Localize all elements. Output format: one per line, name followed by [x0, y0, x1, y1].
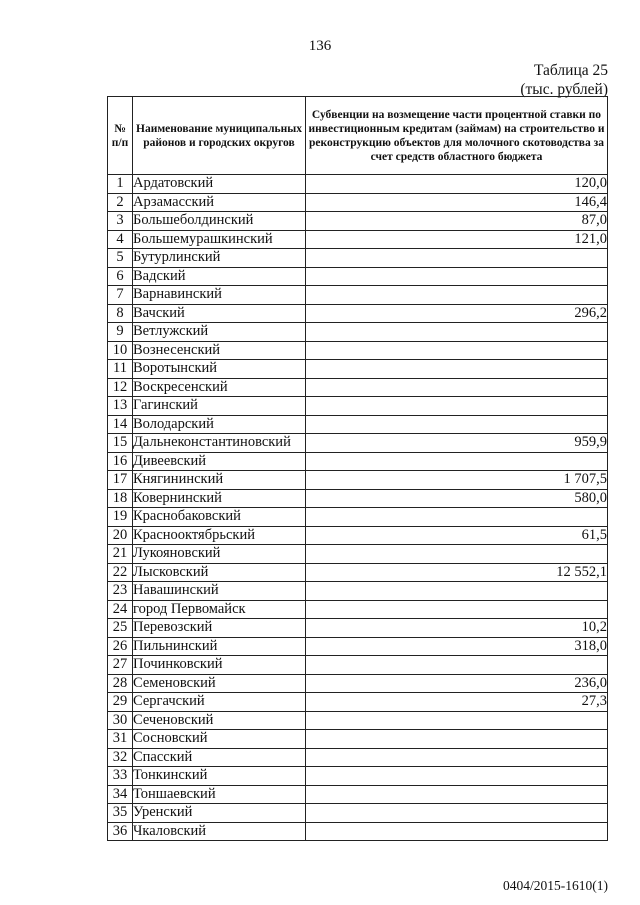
municipality-name-cell: Тоншаевский — [133, 785, 306, 804]
municipality-name-cell: Семеновский — [133, 674, 306, 693]
subsidy-value-cell: 10,2 — [306, 619, 608, 638]
table-row — [108, 212, 608, 231]
table-row — [108, 341, 608, 360]
municipality-name-cell: Сергачский — [133, 693, 306, 712]
row-number-cell: 8 — [108, 304, 133, 323]
municipality-name-cell: Вачский — [133, 304, 306, 323]
row-number-cell: 18 — [108, 489, 133, 508]
subsidy-value-cell — [306, 804, 608, 823]
municipality-name-cell: Дивеевский — [133, 452, 306, 471]
subsidy-value-cell: 87,0 — [306, 212, 608, 231]
row-number-cell: 9 — [108, 323, 133, 342]
table-row — [108, 600, 608, 619]
municipality-name-cell: Вадский — [133, 267, 306, 286]
table-row — [108, 267, 608, 286]
subsidy-value-cell — [306, 267, 608, 286]
subsidy-value-cell — [306, 397, 608, 416]
row-number-cell: 12 — [108, 378, 133, 397]
municipality-name-cell: Варнавинский — [133, 286, 306, 305]
municipality-name-cell: Сеченовский — [133, 711, 306, 730]
subsidy-value-cell — [306, 767, 608, 786]
table-row — [108, 526, 608, 545]
municipality-name-cell: Уренский — [133, 804, 306, 823]
row-number-cell: 1 — [108, 175, 133, 194]
subsidy-value-cell — [306, 822, 608, 841]
subsidy-value-cell: 296,2 — [306, 304, 608, 323]
subsidy-value-cell — [306, 378, 608, 397]
table-title: Таблица 25 — [533, 62, 608, 79]
table-body — [108, 175, 608, 841]
document-code: 0404/2015-1610(1) — [503, 878, 608, 893]
row-number-cell: 10 — [108, 341, 133, 360]
row-number-cell: 5 — [108, 249, 133, 268]
table-row — [108, 397, 608, 416]
row-number-cell: 35 — [108, 804, 133, 823]
municipality-name-cell: Воскресенский — [133, 378, 306, 397]
municipality-name-cell: Ковернинский — [133, 489, 306, 508]
row-number-cell: 36 — [108, 822, 133, 841]
municipality-name-cell: Гагинский — [133, 397, 306, 416]
table-row — [108, 582, 608, 601]
subsidy-value-cell — [306, 249, 608, 268]
row-number-cell: 4 — [108, 230, 133, 249]
table-row — [108, 452, 608, 471]
page-number: 136 — [308, 38, 332, 54]
municipality-name-cell: Княгининский — [133, 471, 306, 490]
row-number-cell: 3 — [108, 212, 133, 231]
table-row — [108, 767, 608, 786]
table-row — [108, 434, 608, 453]
municipality-name-cell: Воротынский — [133, 360, 306, 379]
row-number-cell: 13 — [108, 397, 133, 416]
table-row — [108, 378, 608, 397]
table-row — [108, 323, 608, 342]
table-header-row — [108, 97, 608, 175]
row-number-cell: 16 — [108, 452, 133, 471]
subsidy-value-cell — [306, 600, 608, 619]
row-number-cell: 15 — [108, 434, 133, 453]
municipality-name-cell: Краснобаковский — [133, 508, 306, 527]
row-number-cell: 14 — [108, 415, 133, 434]
table-row — [108, 711, 608, 730]
header-municipality: Наименование муниципальных районов и городских округов — [133, 97, 306, 175]
municipality-name-cell: Большемурашкинский — [133, 230, 306, 249]
row-number-cell: 22 — [108, 563, 133, 582]
municipality-name-cell: Пильнинский — [133, 637, 306, 656]
municipality-name-cell: Лукояновский — [133, 545, 306, 564]
table-row — [108, 175, 608, 194]
table-row — [108, 286, 608, 305]
subsidy-table — [107, 96, 608, 841]
subsidy-value-cell — [306, 785, 608, 804]
table-row — [108, 619, 608, 638]
table-row — [108, 489, 608, 508]
table-row — [108, 249, 608, 268]
row-number-cell: 17 — [108, 471, 133, 490]
table-row — [108, 748, 608, 767]
row-number-cell: 2 — [108, 193, 133, 212]
municipality-name-cell: Арзамасский — [133, 193, 306, 212]
subsidy-value-cell — [306, 323, 608, 342]
municipality-name-cell: Навашинский — [133, 582, 306, 601]
table-row — [108, 656, 608, 675]
municipality-name-cell: Володарский — [133, 415, 306, 434]
municipality-name-cell: Спасский — [133, 748, 306, 767]
row-number-cell: 26 — [108, 637, 133, 656]
table-row — [108, 193, 608, 212]
municipality-name-cell: Вознесенский — [133, 341, 306, 360]
subsidy-value-cell: 580,0 — [306, 489, 608, 508]
table-row — [108, 360, 608, 379]
table-caption — [520, 61, 608, 99]
table-row — [108, 545, 608, 564]
table-unit: (тыс. рублей) — [520, 81, 608, 98]
table-row — [108, 693, 608, 712]
subsidy-value-cell: 236,0 — [306, 674, 608, 693]
subsidy-value-cell — [306, 730, 608, 749]
header-subsidy: Субвенции на возмещение части процентной ставки по инвестиционным кредитам (займам) на строительство и реконструкцию объектов для молочного скотоводства за счет средств областного бюджета — [306, 97, 608, 175]
row-number-cell: 31 — [108, 730, 133, 749]
subsidy-value-cell — [306, 711, 608, 730]
subsidy-value-cell: 61,5 — [306, 526, 608, 545]
subsidy-value-cell — [306, 545, 608, 564]
municipality-name-cell: Бутурлинский — [133, 249, 306, 268]
subsidy-value-cell — [306, 582, 608, 601]
row-number-cell: 34 — [108, 785, 133, 804]
subsidy-value-cell — [306, 508, 608, 527]
table-row — [108, 785, 608, 804]
subsidy-value-cell: 959,9 — [306, 434, 608, 453]
row-number-cell: 33 — [108, 767, 133, 786]
row-number-cell: 19 — [108, 508, 133, 527]
municipality-name-cell: Лысковский — [133, 563, 306, 582]
table-row — [108, 508, 608, 527]
table-row — [108, 471, 608, 490]
subsidy-value-cell: 27,3 — [306, 693, 608, 712]
row-number-cell: 20 — [108, 526, 133, 545]
row-number-cell: 23 — [108, 582, 133, 601]
row-number-cell: 24 — [108, 600, 133, 619]
row-number-cell: 11 — [108, 360, 133, 379]
subsidy-value-cell: 12 552,1 — [306, 563, 608, 582]
header-number: № п/п — [108, 97, 133, 175]
municipality-name-cell: Ветлужский — [133, 323, 306, 342]
subsidy-value-cell — [306, 452, 608, 471]
table-row — [108, 563, 608, 582]
table-row — [108, 822, 608, 841]
table-row — [108, 230, 608, 249]
row-number-cell: 32 — [108, 748, 133, 767]
municipality-name-cell: Ардатовский — [133, 175, 306, 194]
municipality-name-cell: Чкаловский — [133, 822, 306, 841]
row-number-cell: 25 — [108, 619, 133, 638]
municipality-name-cell: Большеболдинский — [133, 212, 306, 231]
table-row — [108, 804, 608, 823]
municipality-name-cell: Починковский — [133, 656, 306, 675]
subsidy-value-cell — [306, 286, 608, 305]
table-row — [108, 637, 608, 656]
subsidy-value-cell — [306, 415, 608, 434]
table-row — [108, 415, 608, 434]
subsidy-value-cell: 121,0 — [306, 230, 608, 249]
subsidy-value-cell: 318,0 — [306, 637, 608, 656]
row-number-cell: 27 — [108, 656, 133, 675]
row-number-cell: 21 — [108, 545, 133, 564]
municipality-name-cell: город Первомайск — [133, 600, 306, 619]
row-number-cell: 30 — [108, 711, 133, 730]
subsidy-value-cell — [306, 656, 608, 675]
subsidy-value-cell — [306, 341, 608, 360]
row-number-cell: 29 — [108, 693, 133, 712]
municipality-name-cell: Сосновский — [133, 730, 306, 749]
subsidy-value-cell — [306, 748, 608, 767]
subsidy-value-cell: 146,4 — [306, 193, 608, 212]
row-number-cell: 6 — [108, 267, 133, 286]
municipality-name-cell: Перевозский — [133, 619, 306, 638]
subsidy-value-cell — [306, 360, 608, 379]
table-row — [108, 304, 608, 323]
row-number-cell: 7 — [108, 286, 133, 305]
row-number-cell: 28 — [108, 674, 133, 693]
municipality-name-cell: Тонкинский — [133, 767, 306, 786]
municipality-name-cell: Дальнеконстантиновский — [133, 434, 306, 453]
subsidy-value-cell: 1 707,5 — [306, 471, 608, 490]
table-row — [108, 730, 608, 749]
municipality-name-cell: Краснооктябрьский — [133, 526, 306, 545]
table-row — [108, 674, 608, 693]
subsidy-value-cell: 120,0 — [306, 175, 608, 194]
